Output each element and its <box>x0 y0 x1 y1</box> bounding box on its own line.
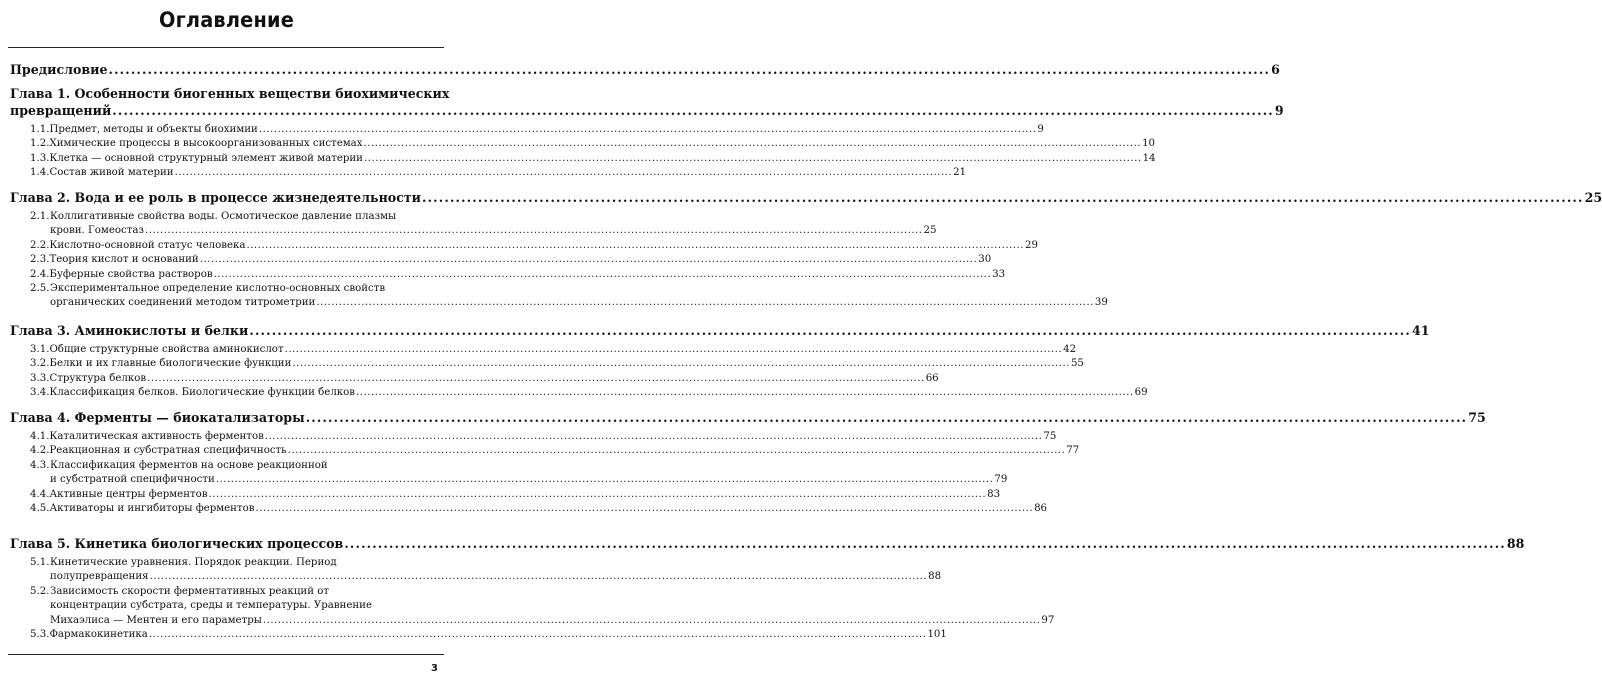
dot-leader <box>246 240 1024 251</box>
dot-leader <box>216 474 994 485</box>
section-title: Зависимость скорости ферментативных реакций от <box>50 585 330 597</box>
page-ref: 33 <box>992 268 1006 280</box>
page-number: 3 <box>431 663 438 674</box>
section-number: 4.2. <box>30 445 50 457</box>
section-title: Предмет, методы и объекты биохимии <box>49 124 258 135</box>
section-number: 2.4. <box>30 268 50 280</box>
section-title: Кислотно-основной статус человека <box>49 239 246 251</box>
dot-leader <box>109 62 1271 77</box>
dot-leader <box>214 269 992 280</box>
section-number: 4.1. <box>30 431 50 442</box>
section-number: 1.3. <box>30 152 50 164</box>
page-ref: 88 <box>928 571 942 583</box>
dot-leader <box>145 225 923 236</box>
section-title: Общие структурные свойства аминокислот <box>49 344 284 355</box>
section-title: Теория кислот и оснований <box>49 254 199 266</box>
dot-leader <box>292 358 1070 369</box>
page-ref: 55 <box>1070 358 1084 370</box>
section-title: Классификация белков. Биологические функции белков <box>49 387 356 399</box>
dot-leader <box>265 431 1043 442</box>
dot-leader <box>255 503 1033 514</box>
section-title: Михаэлиса — Ментен и его параметры <box>50 614 262 626</box>
page-ref: 66 <box>925 372 939 384</box>
section-number: 1.4. <box>30 167 50 179</box>
page-ref: 25 <box>923 225 937 237</box>
page-ref: 75 <box>1043 431 1057 442</box>
page-title: Оглавление <box>158 8 295 32</box>
page-ref: 101 <box>927 629 947 640</box>
chapter-title: Глава 1. Особенности биогенных веществи биохимических <box>10 86 450 101</box>
section-number: 1.2. <box>30 138 50 150</box>
dot-leader <box>288 445 1066 456</box>
section-title: органических соединений методом титрометрии <box>50 297 316 309</box>
section-number: 4.4. <box>30 488 50 500</box>
page-ref: 10 <box>1142 138 1156 150</box>
dot-leader <box>249 323 1411 338</box>
section-title: концентрации субстрата, среды и температуры. Уравнение <box>50 600 372 612</box>
dot-leader <box>259 124 1037 135</box>
dot-leader <box>149 629 927 640</box>
section-number: 2.1. <box>30 211 50 222</box>
section-number: 2.5. <box>30 283 50 294</box>
section-title: Клетка — основной структурный элемент живой материи <box>49 152 363 164</box>
section-title: Экспериментальное определение кислотно-основных свойств <box>50 283 386 294</box>
dot-leader <box>209 489 987 500</box>
section-number: 3.3. <box>30 372 50 384</box>
section-title: Коллигативные свойства воды. Осмотическое давление плазмы <box>50 211 397 222</box>
section-number: 5.1. <box>30 557 50 568</box>
section-title: Химические процессы в высокоорганизованных системах <box>49 138 363 150</box>
page-ref: 41 <box>1411 323 1430 338</box>
page-ref: 97 <box>1041 614 1055 626</box>
dot-leader <box>112 103 1274 118</box>
page-ref: 83 <box>987 488 1001 500</box>
page-ref: 9 <box>1037 124 1044 135</box>
section-title: Активаторы и ингибиторы ферментов <box>49 503 255 514</box>
dot-leader <box>344 536 1506 551</box>
chapter-title: Глава 3. Аминокислоты и белки <box>10 323 249 338</box>
dot-leader <box>422 190 1584 205</box>
section-title: Каталитическая активность ферментов <box>49 431 264 442</box>
dot-leader <box>364 153 1142 164</box>
top-rule <box>8 47 444 48</box>
section-number: 5.2. <box>30 585 50 597</box>
section-title: Активные центры ферментов <box>49 488 208 500</box>
page-ref: 29 <box>1025 239 1038 251</box>
section-title: Белки и их главные биологические функции <box>49 358 292 370</box>
section-title: крови. Гомеостаз <box>50 225 144 237</box>
page-ref: 77 <box>1066 445 1080 457</box>
section-number: 4.5. <box>30 503 50 514</box>
dot-leader <box>263 615 1041 626</box>
chapter-title: превращений <box>10 103 112 118</box>
section-number: 3.4. <box>30 387 50 399</box>
section-title: полупревращения <box>50 571 149 583</box>
page-ref: 86 <box>1034 503 1048 514</box>
page-ref: 9 <box>1274 103 1284 118</box>
dot-leader <box>306 410 1468 425</box>
chapter-title: Глава 2. Вода и ее роль в процессе жизнедеятельности <box>10 190 422 205</box>
section-number: 3.1. <box>30 344 50 355</box>
dot-leader <box>147 373 925 384</box>
page-ref: 79 <box>994 474 1008 486</box>
section-title: Реакционная и субстратная специфичность <box>49 445 287 457</box>
page-ref: 88 <box>1506 536 1525 551</box>
section-title: Буферные свойства растворов <box>49 268 213 280</box>
page-ref: 6 <box>1271 62 1280 77</box>
page-ref: 39 <box>1094 297 1108 309</box>
page-ref: 30 <box>978 254 992 266</box>
page-ref: 42 <box>1063 344 1077 355</box>
page-ref: 21 <box>953 167 967 179</box>
section-number: 3.2. <box>30 358 50 370</box>
dot-leader <box>356 387 1134 398</box>
chapter-title: Глава 4. Ферменты — биокатализаторы <box>10 410 305 425</box>
section-number: 4.3. <box>30 459 50 471</box>
chapter-title: Предисловие <box>10 62 108 77</box>
dot-leader <box>175 167 953 178</box>
dot-leader <box>363 138 1141 149</box>
dot-leader <box>316 297 1094 308</box>
dot-leader <box>285 344 1063 355</box>
bottom-rule <box>8 654 444 655</box>
section-title: и субстратной специфичности <box>50 474 215 486</box>
page-ref: 14 <box>1142 152 1156 164</box>
section-number: 2.3. <box>30 254 50 266</box>
section-title: Структура белков <box>49 372 147 384</box>
section-number: 5.3. <box>30 629 50 640</box>
page-ref: 25 <box>1584 190 1602 205</box>
page-ref: 69 <box>1134 387 1148 399</box>
section-title: Классификация ферментов на основе реакционной <box>50 459 328 471</box>
section-title: Фармакокинетика <box>49 629 148 640</box>
chapter-title: Глава 5. Кинетика биологических процессов <box>10 536 344 551</box>
page-ref: 75 <box>1468 410 1486 425</box>
section-title: Кинетические уравнения. Порядок реакции. Период <box>50 557 337 568</box>
section-number: 1.1. <box>30 124 50 135</box>
section-number: 2.2. <box>30 239 50 251</box>
dot-leader <box>150 571 928 582</box>
section-title: Состав живой материи <box>49 167 174 179</box>
dot-leader <box>200 254 978 265</box>
